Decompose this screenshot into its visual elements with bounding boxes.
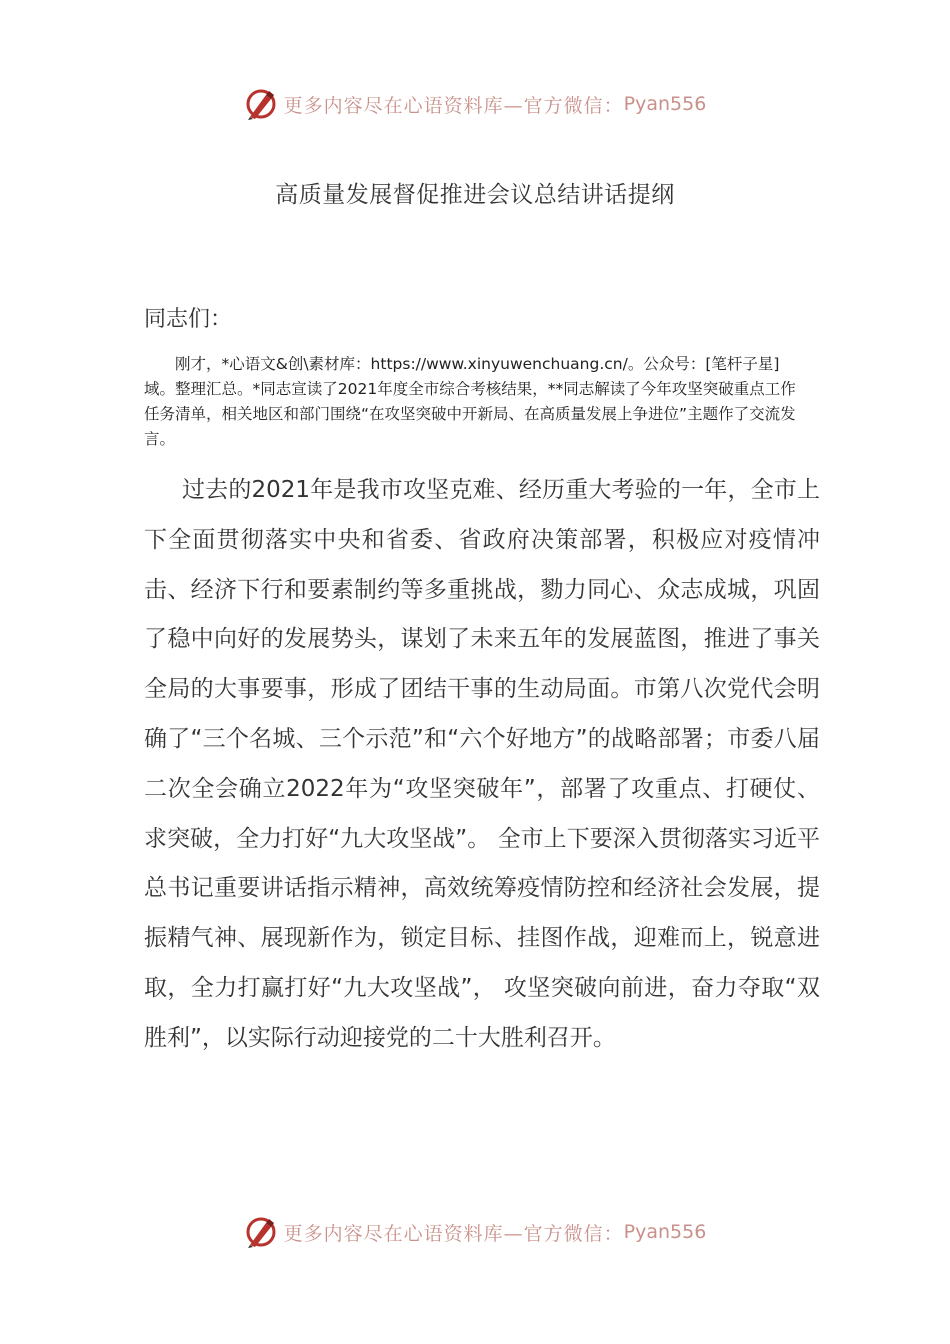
footer-watermark [0, 1212, 950, 1252]
pen-logo-icon [244, 1215, 278, 1249]
watermark-wechat-id: Pyan556 [623, 1221, 707, 1243]
intro-paragraph: 刚才，*心语文&创\素材库：https://www.xinyuwenchuang.cn/。公众号：[笔杆子星]域。整理汇总。*同志宣读了2021年度全市综合考核结果，**同志解读了今年攻坚突破重点工作任务清单，相关地区和部门围绕“在攻坚突破中开新局、在高质量发展上争进位”主题作了交流发言。 [144, 355, 796, 448]
watermark-text: 更多内容尽在心语资料库—官方微信： [283, 1222, 624, 1245]
header-watermark [0, 84, 950, 124]
watermark-text: 更多内容尽在心语资料库—官方微信： [283, 94, 624, 117]
document-title: 高质量发展督促推进会议总结讲话提纲 [275, 182, 675, 208]
salutation: 同志们： [144, 307, 233, 332]
pen-logo-icon [244, 87, 278, 121]
body-paragraph: 过去的2021年是我市攻坚克难、经历重大考验的一年，全市上下全面贯彻落实中央和省委、省政府决策部署，积极应对疫情冲击、经济下行和要素制约等多重挑战，勠力同心、众志成城，巩固了稳中向好的发展势头，谋划了未来五年的发展蓝图，推进了事关全局的大事要事，形成了团结干事的生动局面。市第八次党代会明确了“三个名城、三个示范”和“六个好地方”的战略部署；市委八届二次全会确立2022年为“攻坚突破年”，部署了攻重点、打硬仗、求突破，全力打好“九大攻坚战”。 全市上下要深入贯彻落实习近平总书记重要讲话指示精神，高效统筹疫情防控和经济社会发展，提振精气神、展现新作为，锁定目标、挂图作战，迎难而上，锐意进取，全力打赢打好“九大攻坚战”， 攻坚突破向前进，奋力夺取“双胜利”，以实际行动迎接党的二十大胜利召开。 [144, 477, 820, 1051]
watermark-wechat-id: Pyan556 [623, 93, 707, 115]
